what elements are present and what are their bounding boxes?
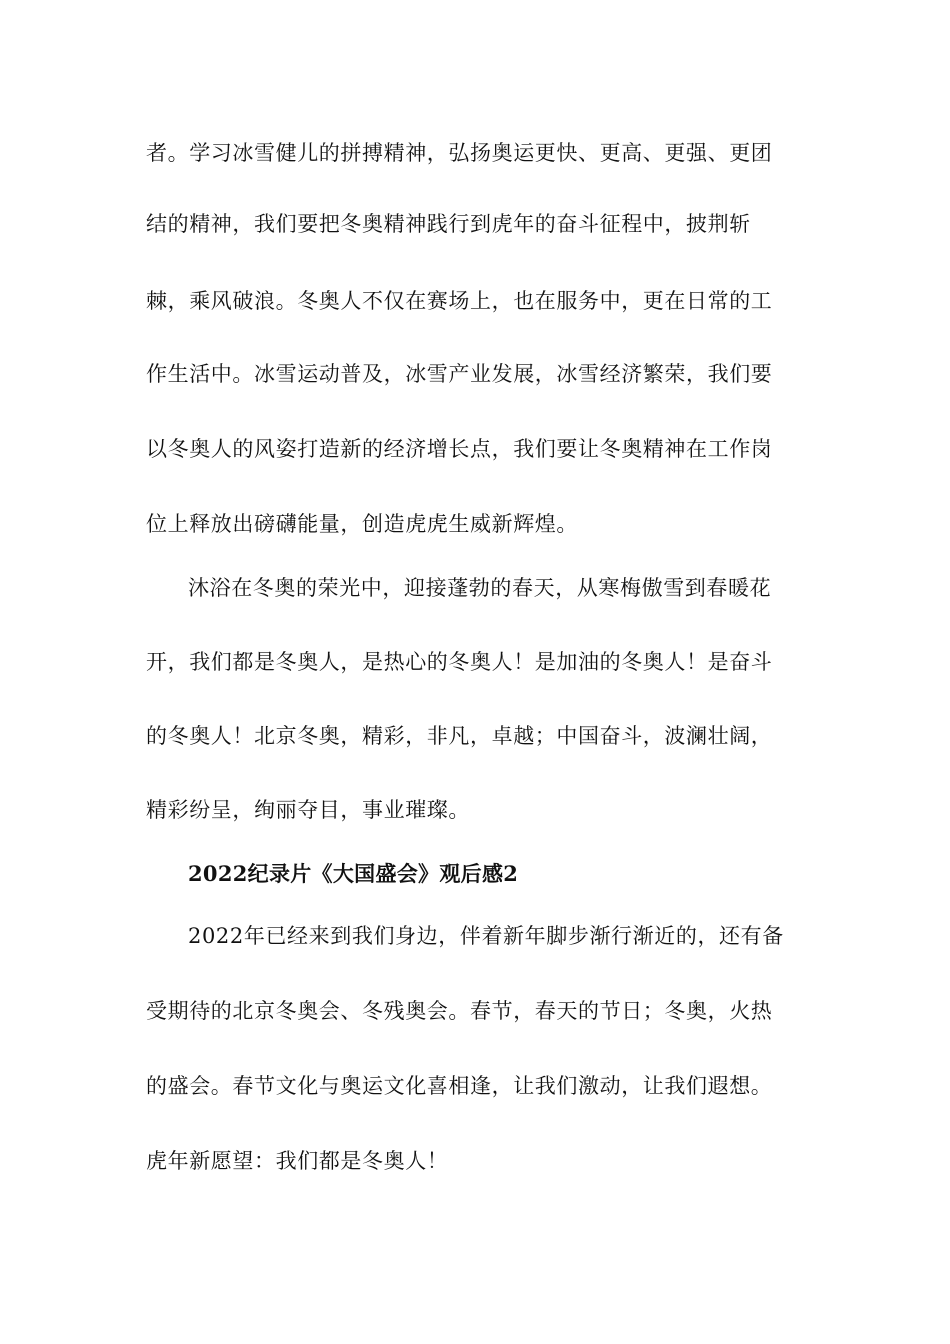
text-line: 开，我们都是冬奥人，是热心的冬奥人！是加油的冬奥人！是奋斗 bbox=[146, 650, 773, 674]
text-line: 结的精神，我们要把冬奥精神践行到虎年的奋斗征程中，披荆斩 bbox=[146, 212, 751, 236]
text-line: 以冬奥人的风姿打造新的经济增长点，我们要让冬奥精神在工作岗 bbox=[146, 437, 773, 461]
text-line: 虎年新愿望：我们都是冬奥人！ bbox=[146, 1149, 449, 1173]
text-line: 位上释放出磅礴能量，创造虎虎生威新辉煌。 bbox=[146, 512, 578, 536]
text-line: 棘，乘风破浪。冬奥人不仅在赛场上，也在服务中，更在日常的工 bbox=[146, 289, 773, 313]
text-line: 作生活中。冰雪运动普及，冰雪产业发展，冰雪经济繁荣，我们要 bbox=[146, 362, 773, 386]
text-line: 受期待的北京冬奥会、冬残奥会。春节，春天的节日；冬奥，火热 bbox=[146, 999, 773, 1023]
text-line: 2022年已经来到我们身边，伴着新年脚步渐行渐近的，还有备 bbox=[188, 924, 784, 948]
text-line: 沐浴在冬奥的荣光中，迎接蓬勃的春天，从寒梅傲雪到春暖花 bbox=[188, 576, 772, 600]
section-heading: 2022纪录片《大国盛会》观后感2 bbox=[188, 861, 519, 886]
text-line: 的盛会。春节文化与奥运文化喜相逢，让我们激动，让我们遐想。 bbox=[146, 1074, 773, 1098]
text-line: 精彩纷呈，绚丽夺目，事业璀璨。 bbox=[146, 798, 470, 822]
text-line: 的冬奥人！北京冬奥，精彩，非凡，卓越；中国奋斗，波澜壮阔， bbox=[146, 724, 773, 748]
text-line: 者。学习冰雪健儿的拼搏精神，弘扬奥运更快、更高、更强、更团 bbox=[146, 141, 773, 165]
